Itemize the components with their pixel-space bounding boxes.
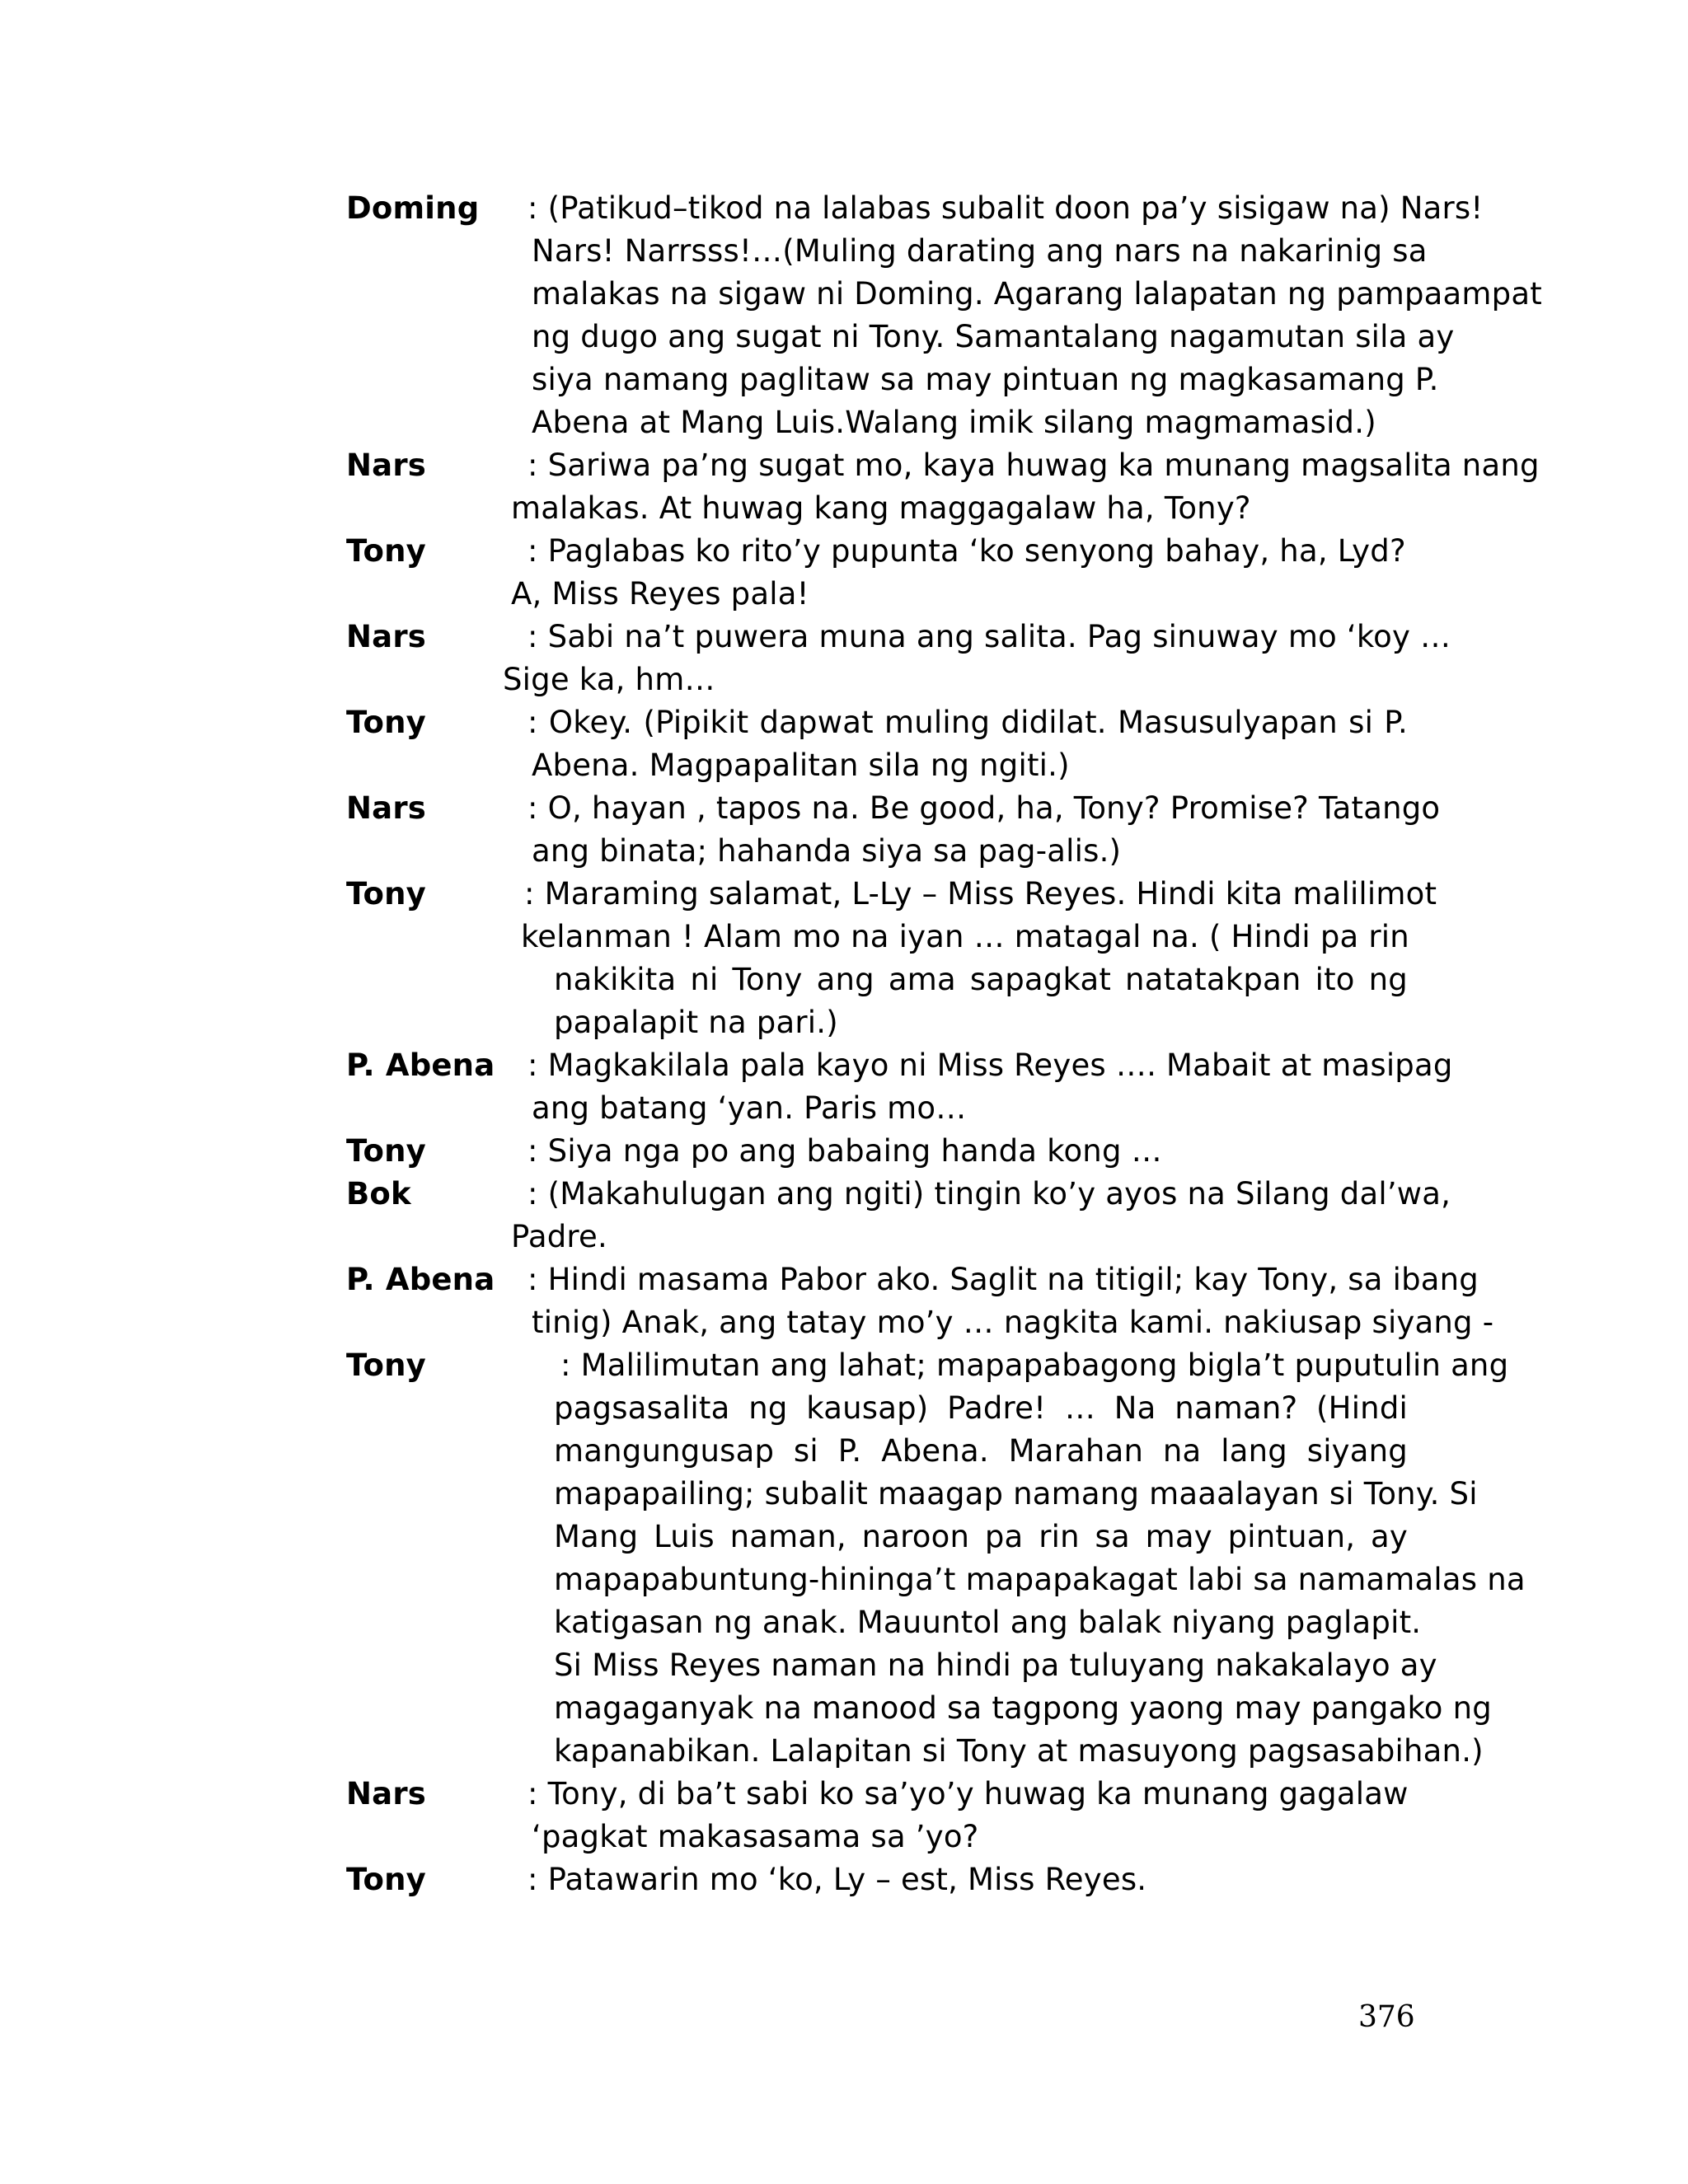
dialogue-text: kelanman ! Alam mo na iyan … matagal na. ( Hindi pa rin	[521, 919, 1409, 954]
speaker-name: Tony	[346, 1133, 427, 1169]
speaker-name: Tony	[346, 533, 427, 569]
dialogue-text: : Okey. (Pipikit dapwat muling didilat. Masusulyapan si P.	[528, 705, 1408, 740]
speaker-name: P. Abena	[346, 1047, 495, 1083]
dialogue-text: Padre.	[511, 1219, 607, 1254]
page-number: 376	[1358, 2000, 1415, 2034]
speaker-name: Tony	[346, 876, 427, 912]
dialogue-text: : Tony, di ba’t sabi ko sa’yo’y huwag ka munang gagalaw	[528, 1776, 1409, 1811]
dialogue-text: ‘pagkat makasasama sa ’yo?	[532, 1819, 979, 1854]
dialogue-text: : Sabi na’t puwera muna ang salita. Pag sinuway mo ‘koy …	[528, 619, 1451, 654]
dialogue-text: : O, hayan , tapos na. Be good, ha, Tony? Promise? Tatango	[528, 790, 1441, 826]
dialogue-text: ang binata; hahanda siya sa pag-alis.)	[532, 833, 1122, 869]
dialogue-text: : Magkakilala pala kayo ni Miss Reyes …. Mabait at masipag	[528, 1047, 1453, 1083]
speaker-name: Tony	[346, 705, 427, 740]
dialogue-text: kapanabikan. Lalapitan si Tony at masuyong pagsasabihan.)	[554, 1733, 1484, 1769]
dialogue-text: : (Makahulugan ang ngiti) tingin ko’y ayos na Silang dal’wa,	[528, 1176, 1451, 1212]
dialogue-text: Abena. Magpapalitan sila ng ngiti.)	[532, 748, 1070, 783]
dialogue-text: : Patawarin mo ‘ko, Ly – est, Miss Reyes.	[528, 1862, 1147, 1897]
dialogue-text: magaganyak na manood sa tagpong yaong may pangako ng	[554, 1690, 1492, 1726]
dialogue-text: nakikita ni Tony ang ama sapagkat natatakpan ito ng	[554, 962, 1408, 997]
dialogue-text: : Paglabas ko rito’y pupunta ‘ko senyong bahay, ha, Lyd?	[528, 533, 1406, 569]
dialogue-text: : Maraming salamat, L-Ly – Miss Reyes. Hindi kita malilimot	[524, 876, 1437, 912]
speaker-name: Tony	[346, 1862, 427, 1897]
dialogue-text: siya namang paglitaw sa may pintuan ng magkasamang P.	[532, 362, 1439, 397]
dialogue-text: mapapabuntung-hininga’t mapapakagat labi sa namamalas na	[554, 1562, 1526, 1597]
dialogue-text: ang batang ‘yan. Paris mo…	[532, 1090, 967, 1126]
dialogue-text: malakas na sigaw ni Doming. Agarang lalapatan ng pampaampat	[532, 276, 1542, 312]
dialogue-text: : (Patikud–tikod na lalabas subalit doon pa’y sisigaw na) Nars!	[528, 190, 1484, 226]
dialogue-text: Mang Luis naman, naroon pa rin sa may pintuan, ay	[554, 1519, 1408, 1554]
dialogue-text: mapapailing; subalit maagap namang maaalayan si Tony. Si	[554, 1476, 1478, 1511]
speaker-name: Bok	[346, 1176, 411, 1212]
speaker-name: Nars	[346, 619, 427, 654]
dialogue-text: ng dugo ang sugat ni Tony. Samantalang nagamutan sila ay	[532, 319, 1455, 354]
dialogue-text: Abena at Mang Luis.Walang imik silang magmamasid.)	[532, 405, 1376, 440]
dialogue-text: : Sariwa pa’ng sugat mo, kaya huwag ka munang magsalita nang	[528, 448, 1540, 483]
speaker-name: Tony	[346, 1347, 427, 1383]
dialogue-text: malakas. At huwag kang maggagalaw ha, Tony?	[511, 490, 1251, 526]
dialogue-text: mangungusap si P. Abena. Marahan na lang siyang	[554, 1433, 1408, 1469]
dialogue-text: pagsasalita ng kausap) Padre! … Na naman? (Hindi	[554, 1390, 1408, 1426]
dialogue-text: : Siya nga po ang babaing handa kong …	[528, 1133, 1162, 1169]
speaker-name: Nars	[346, 790, 427, 826]
dialogue-text: papalapit na pari.)	[554, 1005, 838, 1040]
dialogue-text: Sige ka, hm…	[503, 662, 715, 697]
dialogue-text: tinig) Anak, ang tatay mo’y … nagkita kami. nakiusap siyang -	[532, 1305, 1494, 1340]
speaker-name: P. Abena	[346, 1262, 495, 1297]
dialogue-text: : Malilimutan ang lahat; mapapabagong bigla’t puputulin ang	[560, 1347, 1509, 1383]
dialogue-text: Si Miss Reyes naman na hindi pa tuluyang nakakalayo ay	[554, 1647, 1437, 1683]
speaker-name: Doming	[346, 190, 480, 226]
dialogue-text: Nars! Narrsss!…(Muling darating ang nars na nakarinig sa	[532, 233, 1428, 269]
speaker-name: Nars	[346, 1776, 427, 1811]
speaker-name: Nars	[346, 448, 427, 483]
dialogue-text: : Hindi masama Pabor ako. Saglit na titigil; kay Tony, sa ibang	[528, 1262, 1479, 1297]
dialogue-text: katigasan ng anak. Mauuntol ang balak niyang paglapit.	[554, 1605, 1422, 1640]
dialogue-text: A, Miss Reyes pala!	[511, 576, 809, 612]
